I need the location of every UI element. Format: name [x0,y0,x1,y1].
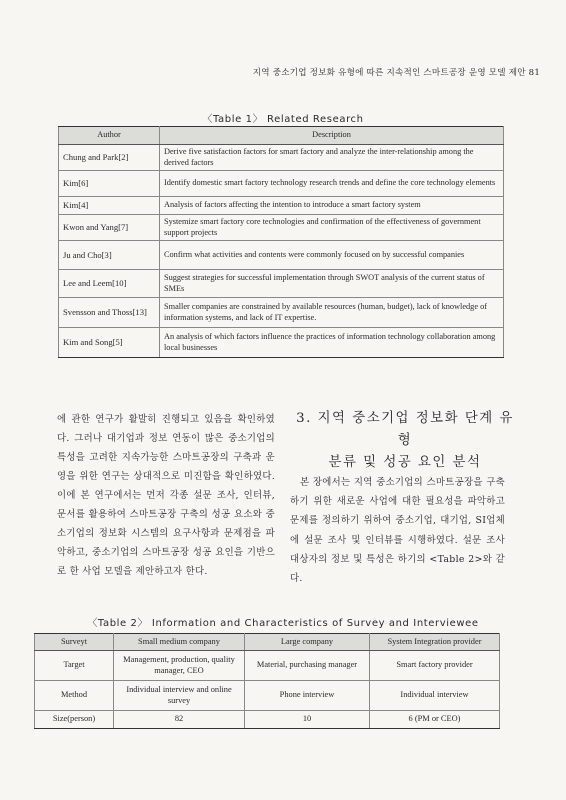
description-cell: An analysis of which factors influence the practices of information technology collaboration among local businesses [160,328,504,358]
related-research-table [58,126,504,358]
table-header-row [35,634,500,651]
table-cell: Individual interview and online survey [114,681,245,711]
table-row [59,171,504,197]
author-cell: Lee and Leem[10] [59,270,160,298]
description-cell: Analysis of factors affecting the intention to introduce a smart factory system [160,197,504,215]
table-cell: Phone interview [245,681,370,711]
column-header: Small medium company [114,634,245,651]
table-row [59,197,504,215]
author-cell: Kwon and Yang[7] [59,215,160,241]
column-header: Surveyt [35,634,114,651]
author-cell: Chung and Park[2] [59,145,160,171]
column-header: Large company [245,634,370,651]
author-cell: Svensson and Thoss[13] [59,298,160,328]
description-cell: Identify domestic smart factory technology research trends and define the core technology elements [160,171,504,197]
table1-caption: 〈Table 1〉 Related Research [202,114,364,125]
column-header: System Integration provider [370,634,500,651]
survey-characteristics-table [34,633,500,729]
table-cell: Smart factory provider [370,651,500,681]
description-cell: Confirm what activities and contents were commonly focused on by successful companies [160,241,504,270]
table-cell: Management, production, quality manager, CEO [114,651,245,681]
table-row [35,681,500,711]
running-header: 지역 중소기업 정보화 유형에 따른 지속적인 스마트공장 운영 모델 제안 81 [252,68,540,78]
table-row [35,651,500,681]
section-heading-line: 3. 지역 중소기업 정보화 단계 유형 [296,411,514,448]
table-row [59,328,504,358]
table-row [59,145,504,171]
row-label-cell: Target [35,651,114,681]
row-label-cell: Method [35,681,114,711]
author-cell: Kim[4] [59,197,160,215]
column-header-description: Description [160,127,504,145]
table2-caption: 〈Table 2〉 Information and Characteristics of Survey and Interviewee [87,618,479,629]
table-row [59,241,504,270]
table-row [35,711,500,729]
paragraph-text: 에 관한 연구가 활발히 진행되고 있음을 확인하였다. 그러나 대기업과 정보 연동이 많은 중소기업의 특성을 고려한 지속가능한 스마트공장의 구축과 운영을 위한 연구는 상대적으로 미진함을 확인하였다. 이에 본 연구에서는 먼저 각종 설문 조사, 인터뷰, 문서를 활용하여 스마트공장 구축의 성공 요소와 중소기업의 정보화 시스템의 요구사항과 문제점을 파악하고, 중소기업의 스마트공장 성공 요인을 기반으로 한 사업 모델을 제안하고자 한다. [57,414,275,577]
table-row [59,215,504,241]
table-cell: 82 [114,711,245,729]
section-heading [290,408,520,474]
table-row [59,270,504,298]
row-label-cell: Size(person) [35,711,114,729]
body-paragraph-right [290,473,505,588]
column-header-author: Author [59,127,160,145]
author-cell: Kim[6] [59,171,160,197]
author-cell: Kim and Song[5] [59,328,160,358]
table-row [59,298,504,328]
author-cell: Ju and Cho[3] [59,241,160,270]
table-cell: Material, purchasing manager [245,651,370,681]
body-paragraph-left [57,410,275,581]
section-heading-line: 분류 및 성공 요인 분석 [328,455,482,470]
table-cell: 10 [245,711,370,729]
table-cell: Individual interview [370,681,500,711]
paragraph-text: 본 장에서는 지역 중소기업의 스마트공장을 구축하기 위한 새로운 사업에 대한 필요성을 파악하고 문제를 정의하기 위하여 중소기업, 대기업, SI업체에 설문 조사 및 인터뷰를 시행하였다. 설문 조사 대상자의 정보 및 특성은 하기의 <Table 2>와 같다. [290,477,505,585]
description-cell: Derive five satisfaction factors for smart factory and analyze the inter-relationship among the derived factors [160,145,504,171]
table-cell: 6 (PM or CEO) [370,711,500,729]
table-header-row [59,127,504,145]
description-cell: Suggest strategies for successful implementation through SWOT analysis of the current status of SMEs [160,270,504,298]
description-cell: Systemize smart factory core technologies and confirmation of the effectiveness of government support projects [160,215,504,241]
description-cell: Smaller companies are constrained by available resources (human, budget), lack of knowledge of information systems, and lack of IT expertise. [160,298,504,328]
